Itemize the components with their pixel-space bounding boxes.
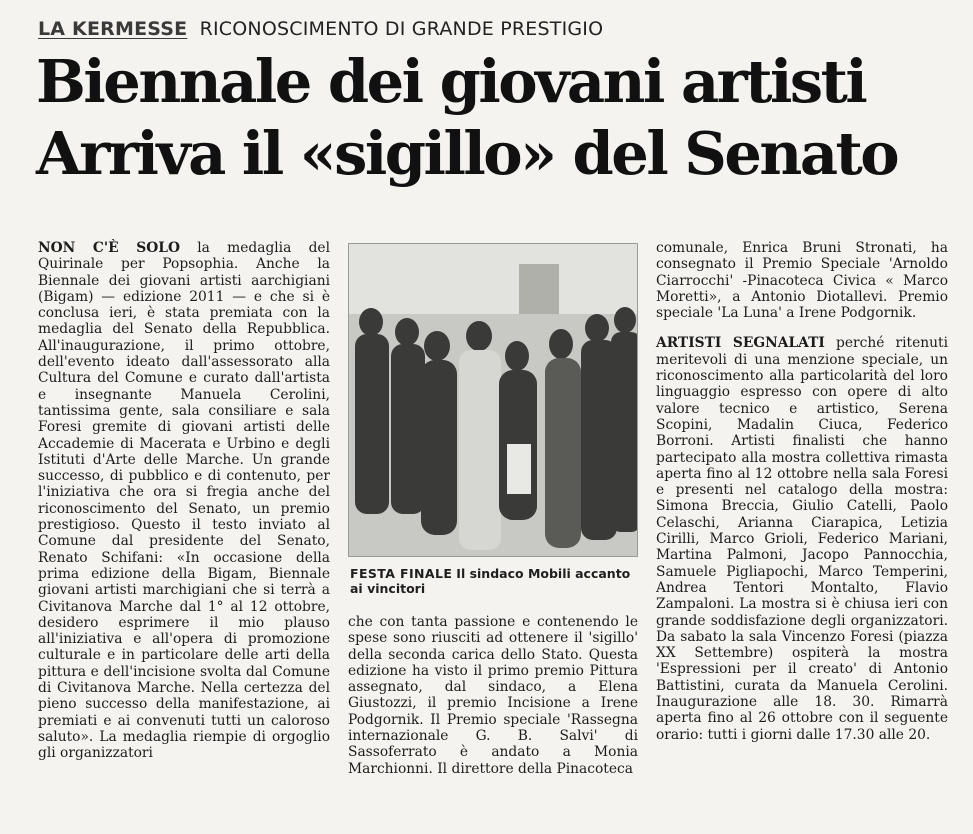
col3-paragraph-2 <box>656 335 948 742</box>
col3-paragraph-1: comunale, Enrica Bruni Stronati, ha consegnato il Premio Speciale 'Arnoldo Ciarrocchi' -Pinacoteca Civica « Marco Moretti», a Antonio Diotallevi. Premio speciale 'La Luna' a Irene Podgornik. <box>656 240 948 322</box>
section-kicker <box>38 18 958 40</box>
col3-text: perché ritenuti meritevoli di una menzione speciale, un riconoscimento alla particolarità del loro linguaggio espresso con opere di alto valore tecnico e artistico, Serena Scopini, Madalin Ciuca, Federico Borroni. Artisti finalisti che hanno partecipato alla mostra collettiva rimasta aperta fino al 12 ottobre nella sala Foresi e presenti nel catalogo della mostra: Simona Breccia, Giulio Catelli, Paolo Celaschi, Arianna Ciarapica, Letizia Cirilli, Marco Grioli, Federico Mariani, Martina Palmoni, Jacopo Pannocchia, Samuele Pigliapochi, Marco Temperini, Andrea Tentori Montalto, Flavio Zampaloni. La mostra si è chiusa ieri con grande soddisfazione degli organizzatori. Da sabato la sala Vincenzo Foresi (piazza XX Settembre) ospiterà la mostra 'Espressioni per il creato' di Antonio Battistini, curata da Manuela Cerolini. Inaugurazione alle 18. 30. Rimarrà aperta fino al 26 ottobre con il seguente orario: tutti i giorni dalle 17.30 alle 20. <box>656 335 948 743</box>
paragraph-gap <box>656 321 948 335</box>
article-column-3 <box>656 240 948 743</box>
headline-line-2: Arriva il «sigillo» del Senato <box>36 119 898 188</box>
kicker-subtitle: RICONOSCIMENTO DI GRANDE PRESTIGIO <box>199 18 604 40</box>
kicker-tag: LA KERMESSE <box>38 18 188 40</box>
group-photo-image <box>349 244 638 557</box>
col2-paragraph: che con tanta passione e contenendo le spese sono riusciti ad ottenere il 'sigillo' della seconda carica dello Stato. Questa edizione ha visto il primo premio Pittura assegnato, dal sindaco, a Elena Giustozzi, il premio Incisione a Irene Podgornik. Il Premio speciale 'Rassegna internazionale G. B. Salvi' di Sassoferrato è andato a Monia Marchionni. Il direttore della Pinacoteca <box>348 614 638 777</box>
photo-caption <box>350 566 640 596</box>
article-column-2 <box>348 614 638 777</box>
col3-lead: ARTISTI SEGNALATI <box>656 335 825 352</box>
event-photo <box>348 243 638 557</box>
caption-tag: FESTA FINALE <box>350 566 453 581</box>
headline-line-1: Biennale dei giovani artisti <box>36 47 866 116</box>
col1-lead: NON C'È SOLO <box>38 240 180 256</box>
caption-text: Il sindaco Mobili accanto ai vincitori <box>350 566 631 596</box>
article-column-1 <box>38 240 330 762</box>
col1-text: la medaglia del Quirinale per Popsophia. Anche la Biennale dei giovani artisti aarchigiani (Bigam) — edizione 2011 — e che si è conclusa ieri, è stata premiata con la medaglia del Senato della Repubblica. All'inaugurazione, il primo ottobre, dell'evento ideato dall'assessorato alla Cultura del Comune e curato dall'artista e insegnante Manuela Cerolini, tantissima gente, sala consiliare e sala Foresi gremite di giovani artisti delle Accademie di Macerata e Urbino e degli Istituti d'Arte delle Marche. Un grande successo, di pubblico e di contenuto, per l'iniziativa che ora si fregia anche del riconoscimento del Senato, un premio prestigioso. Questo il testo inviato al Comune dal presidente del Senato, Renato Schifani: «In occasione della prima edizione della Bigam, Biennale giovani artisti marchigiani che si terrà a Civitanova Marche dal 1° al 12 ottobre, desidero esprimere il mio plauso all'iniziativa e all'opera di promozione culturale e in particolare delle arti della pittura e dell'incisione svolta dal Comune di Civitanova Marche. Nella certezza del pieno successo della manifestazione, ai premiati e ai convenuti tutti un caloroso saluto». La medaglia riempie di orgoglio gli organizzatori <box>38 240 330 762</box>
col1-paragraph <box>38 240 330 762</box>
headline <box>36 46 966 190</box>
